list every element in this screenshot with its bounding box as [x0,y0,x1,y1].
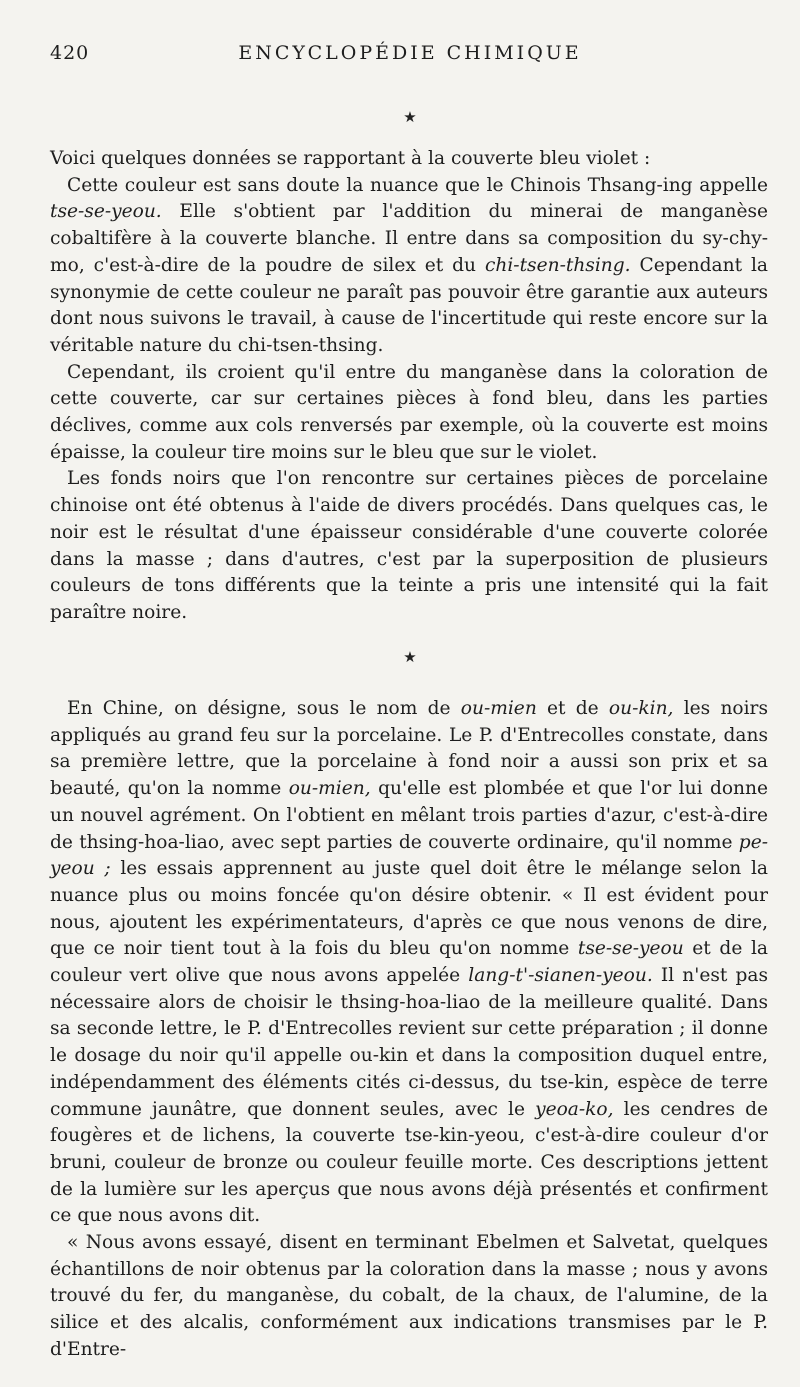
paragraph-couleur: Cette couleur est sans doute la nuance que le Chinois Thsang-ing appelle tse-se-yeou. Elle s'obtient par l'addition du minerai de manganèse cobaltifère à la couverte blanche. Il entre dans sa composition du sy-chy-mo, c'est-à-dire de la poudre de silex et du chi-tsen-thsing. Cependant la synonymie de cette couleur ne paraît pas pouvoir être garantie aux auteurs dont nous suivons le travail, à cause de l'incertitude qui reste encore sur la véritable nature du chi-tsen-thsing. [50,174,768,356]
paragraph-manganese: Cependant, ils croient qu'il entre du manganèse dans la coloration de cette couverte, car sur certaines pièces à fond bleu, dans les parties déclives, comme aux cols renversés par exemple, où la couverte est moins épaisse, la couleur tire moins sur le bleu que sur le violet. [50,361,768,463]
section-separator-star: ★ [403,108,417,126]
section-separator-star: ★ [403,648,417,666]
paragraph-fonds-noirs: Les fonds noirs que l'on rencontre sur certaines pièces de porcelaine chinoise ont été obtenus à l'aide de divers procédés. Dans quelques cas, le noir est le résultat d'une épaisseur considérable d'une couverte colorée dans la masse ; dans d'autres, c'est par la superposition de plusieurs couleurs de tons différents que la teinte a pris une intensité qui la fait paraître noire. [50,468,768,623]
running-title: ENCYCLOPÉDIE CHIMIQUE [238,42,582,64]
page-header [0,42,800,72]
paragraph-quote-ebelmen: « Nous avons essayé, disent en terminant Ebelmen et Salvetat, quelques échantillons de noir obtenus par la coloration dans la masse ; nous y avons trouvé du fer, du manganèse, du cobalt, de la chaux, de l'alumine, de la silice et des alcalis, conformément aux indications transmises par le P. d'Entre- [50,1232,768,1360]
paragraph-intro: Voici quelques données se rapportant à la couverte bleu violet : [50,148,651,169]
section-black-glaze [50,696,768,1364]
page-number: 420 [50,42,90,64]
paragraph-ou-mien: En Chine, on désigne, sous le nom de ou-mien et de ou-kin, les noirs appliqués au grand feu sur la porcelaine. Le P. d'Entrecolles constate, dans sa première lettre, que la porcelaine à fond noir a aussi son prix et sa beauté, qu'on la nomme ou-mien, qu'elle est plombée et que l'or lui donne un nouvel agrément. On l'obtient en mêlant trois parties d'azur, c'est-à-dire de thsing-hoa-liao, avec sept parties de couverte ordinaire, qu'il nomme pe-yeou ; les essais apprennent au juste quel doit être le mélange selon la nuance plus ou moins foncée qu'on désire obtenir. « Il est évident pour nous, ajoutent les expérimentateurs, d'après ce que nous venons de dire, que ce noir tient tout à la fois du bleu qu'on nomme tse-se-yeou et de la couleur vert olive que nous avons appelée lang-t'-sianen-yeou. Il n'est pas nécessaire alors de choisir le thsing-hoa-liao de la meilleure qualité. Dans sa seconde lettre, le P. d'Entrecolles revient sur cette préparation ; il donne le dosage du noir qu'il appelle ou-kin et dans la composition duquel entre, indépendamment des éléments cités ci-dessus, du tse-kin, espèce de terre commune jaunâtre, que donnent seules, avec le yeoa-ko, les cendres de fougères et de lichens, la couverte tse-kin-yeou, c'est-à-dire couleur d'or bruni, couleur de bronze ou couleur feuille morte. Ces descriptions jettent de la lumière sur les aperçus que nous avons déjà présentés et confirment ce que nous avons dit. [50,698,769,1227]
section-blue-violet-glaze [50,146,768,627]
